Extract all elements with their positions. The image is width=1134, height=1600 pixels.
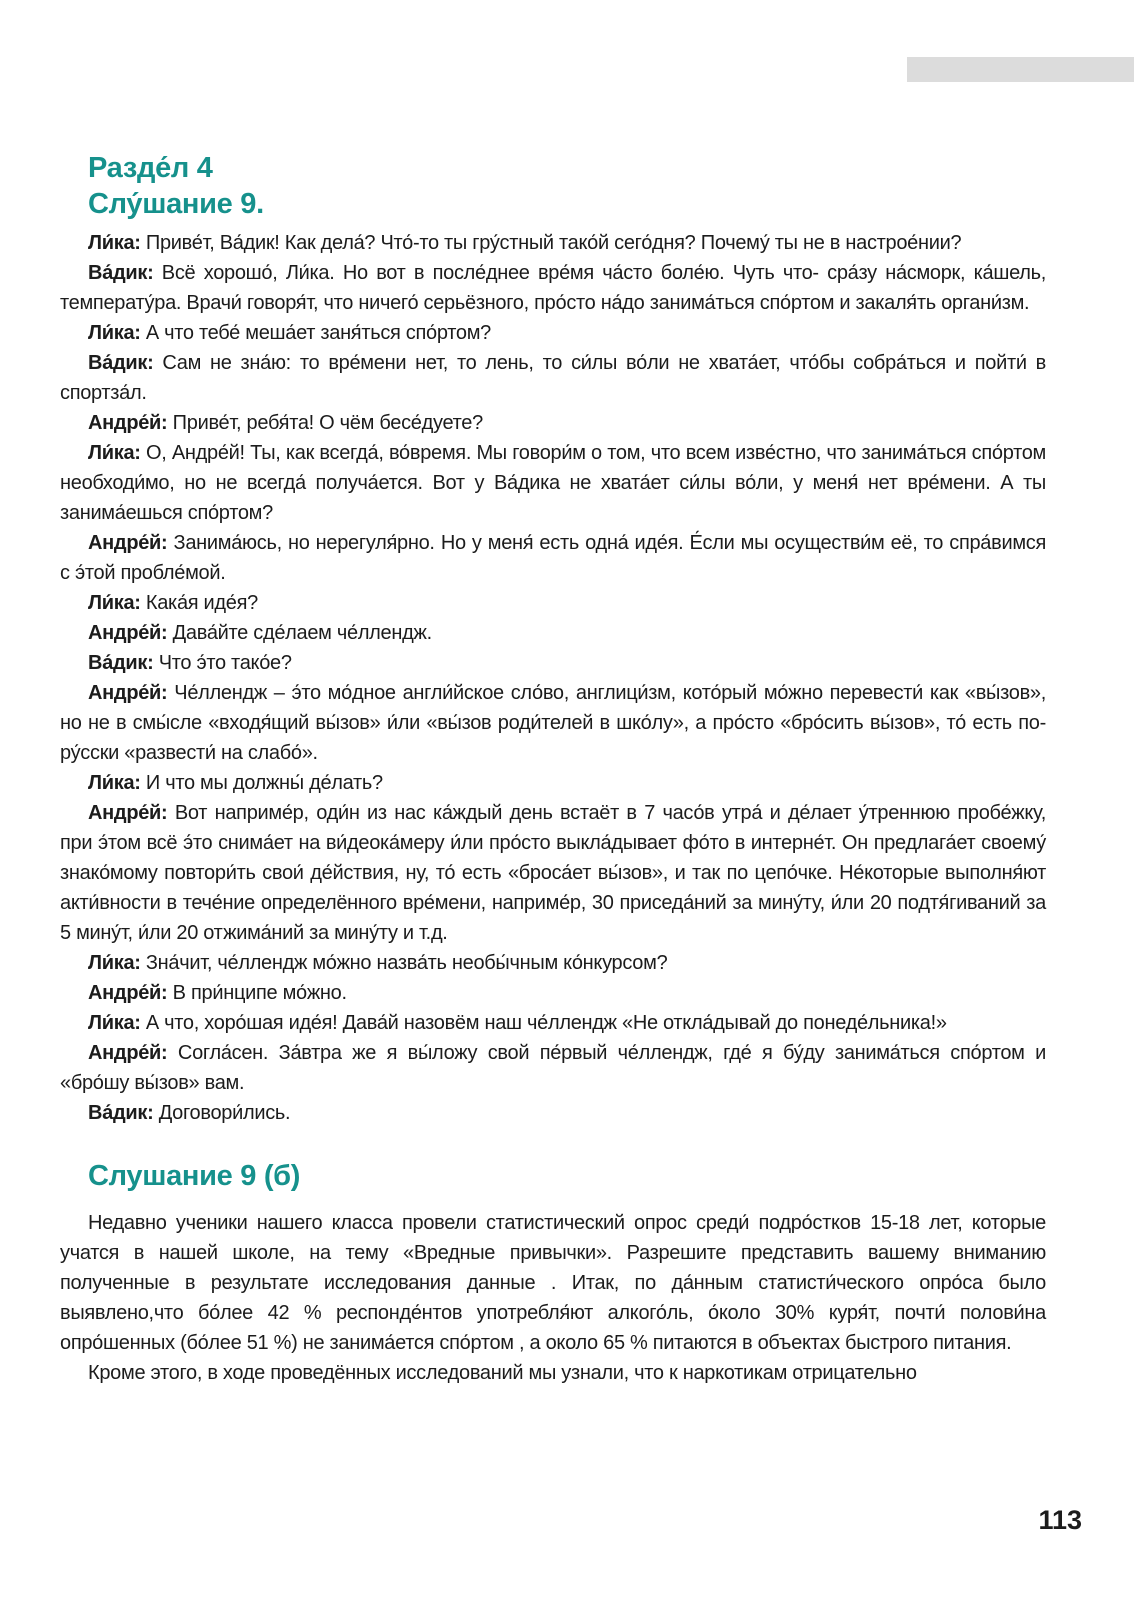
- dialogue-line: [60, 258, 1046, 318]
- dialogue-text: А что, хоро́шая иде́я! Дава́й назовём наш че́ллендж «Не откла́дывай до понеде́льника!»: [140, 1012, 947, 1034]
- speaker-name: Ли́ка:: [88, 952, 141, 974]
- dialogue-line: [60, 1038, 1046, 1098]
- dialogue-line: [60, 1008, 1046, 1038]
- section-heading: Разде́л 4: [88, 152, 213, 184]
- dialogue-line: [60, 1098, 1046, 1128]
- dialogue-line: [60, 768, 1046, 798]
- dialogue-line: [60, 528, 1046, 588]
- dialogue-text: Всё хорошо́, Ли́ка. Но вот в после́днее вре́мя ча́сто боле́ю. Чуть что- сра́зу на́сморк, ка́шель, температу́ра. Врачи́ говоря́т, что ничего́ серьёзного, про́сто на́до занима́ться спо́ртом и закаля́ть органи́зм.: [60, 262, 1046, 314]
- dialogue-line: [60, 348, 1046, 408]
- dialogue-text: И что мы должны́ де́лать?: [140, 772, 383, 794]
- dialogue-line: [60, 948, 1046, 978]
- dialogue-text: Сам не зна́ю: то вре́мени нет, то лень, то си́лы во́ли не хвата́ет, что́бы собра́ться и пойти́ в спортза́л.: [60, 352, 1046, 404]
- dialogue-text: О, Андре́й! Ты, как всегда́, во́время. Мы говори́м о том, что всем изве́стно, что занима́ться спо́ртом необходи́мо, но не всегда́ получа́ется. Вот у Ва́дика не хвата́ет си́лы во́ли, у меня́ нет вре́мени. А ты занима́ешься спо́ртом?: [60, 442, 1046, 524]
- dialogue-line: [60, 978, 1046, 1008]
- dialogue-text: Зна́чит, че́ллендж мо́жно назва́ть необы́чным ко́нкурсом?: [140, 952, 668, 974]
- speaker-name: Ли́ка:: [88, 772, 141, 794]
- dialogue-text: Согла́сен. За́втра же я вы́ложу свой пе́рвый че́ллендж, где́ я бу́ду занима́ться спо́ртом и «бро́шу вы́зов» вам.: [60, 1042, 1046, 1094]
- dialogue-line: [60, 588, 1046, 618]
- dialogue-line: [60, 228, 1046, 258]
- speaker-name: Ва́дик:: [88, 262, 154, 284]
- dialogue-text: Что э́то тако́е?: [153, 652, 292, 674]
- dialogue-text: Кака́я иде́я?: [140, 592, 258, 614]
- speaker-name: Андре́й:: [88, 532, 168, 554]
- dialogue-text: Договори́лись.: [153, 1102, 291, 1124]
- dialogue-text: Дава́йте сде́лаем че́ллендж.: [167, 622, 432, 644]
- dialogue-text: Приве́т, ребя́та! О чём бесе́дуете?: [167, 412, 483, 434]
- speaker-name: Ва́дик:: [88, 652, 154, 674]
- speaker-name: Ли́ка:: [88, 442, 141, 464]
- speaker-name: Ли́ка:: [88, 592, 141, 614]
- dialogue-text: Вот наприме́р, оди́н из нас ка́ждый день встаёт в 7 часо́в утра́ и де́лает у́треннюю пробе́жку, при э́том всё э́то снима́ет на ви́деока́меру и́ли про́сто выкла́дывает фо́то в интерне́т. Он предлага́ет своему́ знако́мому повтори́ть свои́ де́йствия, ну, то́ есть «броса́ет вы́зов», и так по цепо́чке. Не́которые выполня́ют акти́вности в тече́ние определённого вре́мени, наприме́р, 30 приседа́ний за мину́ту, и́ли 20 подтя́гиваний за 5 мину́т, и́ли 20 отжима́ний за мину́ту и т.д.: [60, 802, 1046, 944]
- speaker-name: Ва́дик:: [88, 1102, 154, 1124]
- speaker-name: Ли́ка:: [88, 322, 141, 344]
- stats-section: [60, 1208, 1046, 1388]
- stats-paragraph: Кроме этого, в ходе проведённых исследований мы узнали, что к наркотикам отрицательно: [88, 1362, 917, 1384]
- speaker-name: Андре́й:: [88, 982, 168, 1004]
- dialogue-text: Занима́юсь, но нерегуля́рно. Но у меня́ есть одна́ иде́я. Е́сли мы осуществи́м её, то спра́вимся с э́той пробле́мой.: [60, 532, 1046, 584]
- dialogue-line: [60, 618, 1046, 648]
- dialogue-text: А что тебе́ меша́ет заня́ться спо́ртом?: [140, 322, 491, 344]
- speaker-name: Андре́й:: [88, 682, 168, 704]
- speaker-name: Ли́ка:: [88, 232, 141, 254]
- page-number: 113: [1038, 1505, 1082, 1535]
- dialogue-text: В при́нципе мо́жно.: [167, 982, 347, 1004]
- speaker-name: Ли́ка:: [88, 1012, 141, 1034]
- dialogue-line: [60, 648, 1046, 678]
- listening-b-heading: Слушание 9 (б): [88, 1160, 301, 1192]
- speaker-name: Андре́й:: [88, 412, 168, 434]
- speaker-name: Андре́й:: [88, 622, 168, 644]
- top-edge-gray-bar: [907, 57, 1134, 82]
- speaker-name: Андре́й:: [88, 1042, 168, 1064]
- dialogue-text: Че́ллендж – э́то мо́дное англи́йское сло́во, англици́зм, кото́рый мо́жно перевести́ как «вы́зов», но не в смы́сле «входя́щий вы́зов» и́ли «вы́зов роди́телей в шко́лу», а про́сто «бро́сить вы́зов», то́ есть по-ру́сски «развести́ на слабо́».: [60, 682, 1046, 764]
- dialogue-text: Приве́т, Ва́дик! Как дела́? Что́-то ты гру́стный тако́й сего́дня? Почему́ ты не в настрое́нии?: [140, 232, 962, 254]
- speaker-name: Ва́дик:: [88, 352, 154, 374]
- stats-paragraph: Недавно ученики нашего класса провели статистический опрос среди́ подро́стков 15-18 лет, которые учатся в нашей школе, на тему «Вредные привычки». Разрешите представить вашему вниманию полученные в результате исследования данные . Итак, по да́нным статисти́ческого опро́са было выявлено,что бо́лее 42 % респонде́нтов употребля́ют алкого́ль, о́коло 30% куря́т, почти́ полови́на опро́шенных (бо́лее 51 %) не занима́ется спо́ртом , а около 65 % питаются в объектах быстрого питания.: [60, 1212, 1046, 1354]
- dialogue-line: [60, 318, 1046, 348]
- dialogue-line: [60, 678, 1046, 768]
- page-content: [60, 150, 1046, 1388]
- listening-heading: Слу́шание 9.: [88, 188, 264, 220]
- dialogue-line: [60, 438, 1046, 528]
- speaker-name: Андре́й:: [88, 802, 168, 824]
- dialogue-line: [60, 408, 1046, 438]
- dialogue-line: [60, 798, 1046, 948]
- dialogue-section: [60, 228, 1046, 1128]
